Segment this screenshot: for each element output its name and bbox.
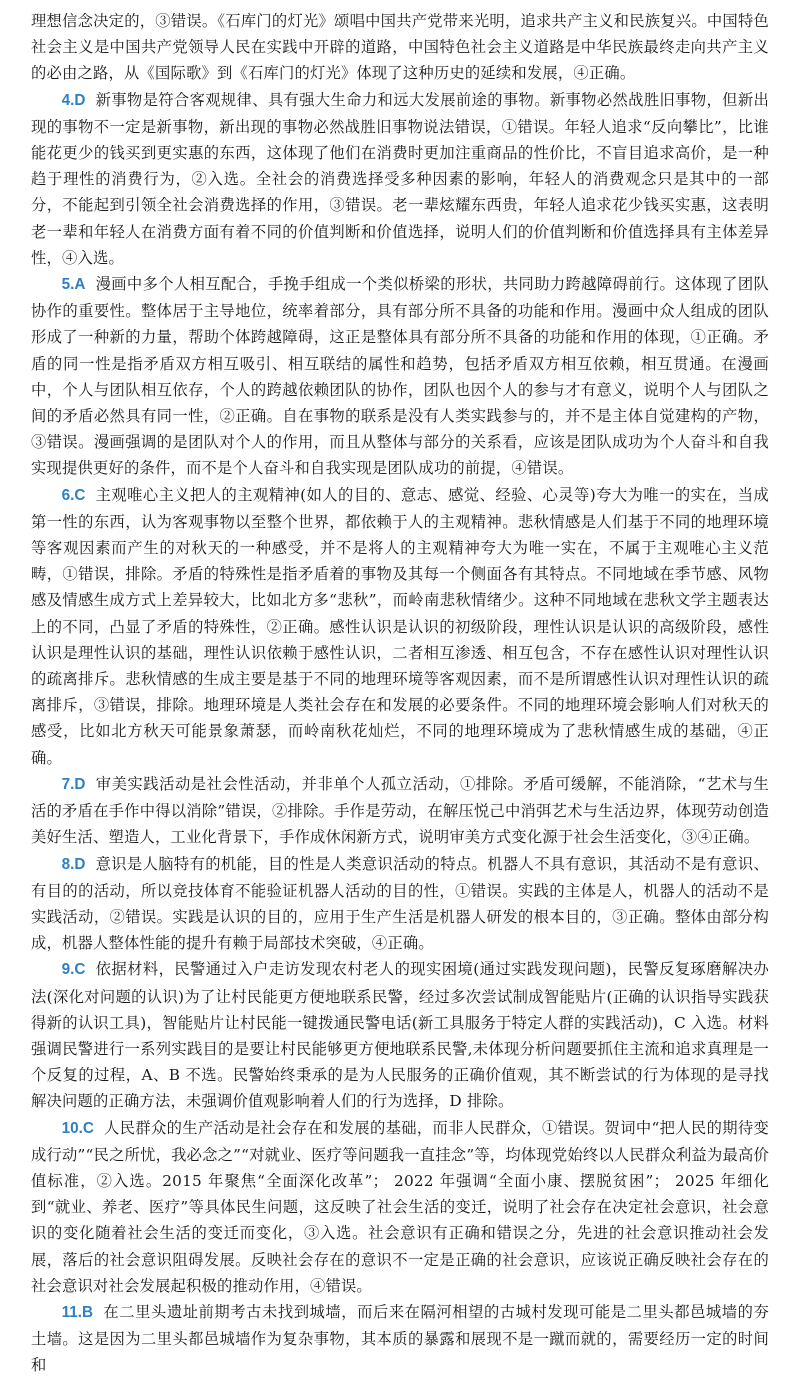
answer-item: [31, 956, 769, 1114]
answer-explanation: 主观唯心主义把人的主观精神(如人的目的、意志、感觉、经验、心灵等)夸大为唯一的实在，当成第一性的东西，认为客观事物以至整个世界，都依赖于人的主观精神。悲秋情感是人们基于不同的地理环境等客观因素而产生的对秋天的一种感受，并不是将人的主观精神夸大为唯一实在，不属于主观唯心主义范畴，①错误，排除。矛盾的特殊性是指矛盾着的事物及其每一个侧面各有其特点。不同地域在季节感、风物感及情感生成方式上差异较大，比如北方多“悲秋”，而岭南悲秋情绪少。这种不同地域在悲秋文学主题表达上的不同，凸显了矛盾的特殊性，②正确。感性认识是认识的初级阶段，理性认识是认识的高级阶段，感性认识是理性认识的基础，理性认识依赖于感性认识，二者相互渗透、相互包含，不存在感性认识对理性认识的疏离排斥。悲秋情感的生成主要是基于不同的地理环境等客观因素，而不是所谓感性认识对理性认识的疏离排斥，③错误，排除。地理环境是人类社会存在和发展的必要条件。不同的地理环境会影响人们对秋天的感受，比如北方秋天可能景象萧瑟，而岭南秋花灿烂，不同的地理环境成为了悲秋情感生成的基础，④正确。: [31, 485, 769, 767]
answer-explanation: 在二里头遗址前期考古未找到城墙，而后来在隔河相望的古城村发现可能是二里头都邑城墙的夯土墙。这是因为二里头都邑城墙作为复杂事物，其本质的暴露和展现不是一蹴而就的，需要经历一定的时间和: [31, 1302, 769, 1375]
answer-explanation: 漫画中多个人相互配合，手挽手组成一个类似桥梁的形状，共同助力跨越障碍前行。这体现了团队协作的重要性。整体居于主导地位，统率着部分，具有部分所不具备的功能和作用。漫画中众人组成的团队形成了一种新的力量，帮助个体跨越障碍，这正是整体具有部分所不具备的功能和作用的体现，①正确。矛盾的同一性是指矛盾双方相互吸引、相互联结的属性和趋势，包括矛盾双方相互依赖，相互贯通。在漫画中，个人与团队相互依存，个人的跨越依赖团队的协作，团队也因个人的参与才有意义，说明个人与团队之间的矛盾必然具有同一性，②正确。自在事物的联系是没有人类实践参与的，并不是主体自觉建构的产物，③错误。漫画强调的是团队对个人的作用，而且从整体与部分的关系看，应该是团队成功为个人奋斗和自我实现提供更好的条件，而不是个人奋斗和自我实现是团队成功的前提，④错误。: [31, 275, 769, 478]
answer-number: 9.C: [61, 961, 86, 979]
answer-explanation: 依据材料，民警通过入户走访发现农村老人的现实困境(通过实践发现问题)，民警反复琢磨解决办法(深化对问题的认识)为了让村民能更方便地联系民警，经过多次尝试制成智能贴片(正确的认识指导实践获得新的认识工具)，智能贴片让村民能一键拨通民警电话(新工具服务于特定人群的实践活动)，C 入选。材料强调民警进行一系列实践目的是要让村民能够更方便地联系民警,未体现分析问题要抓住主流和追求真理是一个反复的过程，A、B 不选。民警始终秉承的是为人民服务的正确价值观，其不断尝试的行为体现的是寻找解决问题的正确方法，未强调价值观影响着人们的行为选择，D 排除。: [31, 960, 769, 1111]
answer-number: 4.D: [61, 91, 86, 109]
answer-number: 7.D: [61, 775, 86, 793]
answer-number: 10.C: [61, 1119, 94, 1137]
answer-item: [31, 771, 769, 851]
intro-paragraph: 理想信念决定的，③错误。《石库门的灯光》颂唱中国共产党带来光明，追求共产主义和民族复兴。中国特色社会主义是中国共产党领导人民在实践中开辟的道路，中国特色社会主义道路是中华民族最终走向共产主义的必由之路，从《国际歌》到《石库门的灯光》体现了这种历史的延续和发展，④正确。: [31, 12, 769, 83]
answer-item: [31, 271, 769, 482]
answer-explanation: 新事物是符合客观规律、具有强大生命力和远大发展前途的事物。新事物必然战胜旧事物，但新出现的事物不一定是新事物，新出现的事物必然战胜旧事物说法错误，①错误。年轻人追求“反向攀比”，比谁能花更少的钱买到更实惠的东西，这体现了他们在消费时更加注重商品的性价比，不盲目追求高价，是一种趋于理性的消费行为，②入选。全社会的消费选择受多种因素的影响，年轻人的消费观念只是其中的一部分，不能起到引领全社会消费选择的作用，③错误。老一辈炫耀东西贵，年轻人追求花少钱买实惠，这表明老一辈和年轻人在消费方面有着不同的价值判断和价值选择，说明人们的价值判断和价值选择具有主体差异性，④入选。: [31, 90, 769, 267]
answer-item: [31, 1115, 769, 1299]
answer-item: [31, 87, 769, 271]
answer-number: 11.B: [61, 1303, 94, 1321]
answer-number: 8.D: [61, 855, 86, 873]
answer-item: [31, 482, 769, 771]
answer-number: 6.C: [61, 486, 86, 504]
answer-explanation: 审美实践活动是社会性活动，并非单个人孤立活动，①排除。矛盾可缓解，不能消除，“艺术与生活的矛盾在手作中得以消除”错误，②排除。手作是劳动，在解压悦己中消弭艺术与生活边界，体现劳动创造美好生活、塑造人，工业化背景下，手作成休闲新方式，说明审美方式变化源于社会生活变化，③④正确。: [31, 774, 769, 847]
answer-number: 5.A: [61, 276, 86, 294]
answer-item: [31, 1299, 769, 1379]
answer-explanation: 意识是人脑特有的机能，目的性是人类意识活动的特点。机器人不具有意识，其活动不是有意识、有目的的活动，所以竞技体育不能验证机器人活动的目的性，①错误。实践的主体是人，机器人的活动不是实践活动，②错误。实践是认识的目的，应用于生产生活是机器人研发的根本目的，③正确。整体由部分构成，机器人整体性能的提升有赖于局部技术突破，④正确。: [31, 854, 769, 953]
answer-item: [31, 851, 769, 957]
answer-explanation: 人民群众的生产活动是社会存在和发展的基础，而非人民群众，①错误。贺词中“把人民的期待变成行动”“民之所忧，我必念之”“对就业、医疗等问题我一直挂念”等，均体现党始终以人民群众利益为最高价值标准，②入选。2015 年聚焦“全面深化改革”； 2022 年强调“全面小康、摆脱贫困”； 2025 年细化到“就业、养老、医疗”等具体民生问题，这反映了社会生活的变迁，说明了社会存在决定社会意识，社会意识的变化随着社会生活的变迁而变化，③入选。社会意识有正确和错误之分，先进的社会意识推动社会发展，落后的社会意识阻碍发展。反映社会存在的意识不一定是正确的社会意识，应该说正确反映社会存在的社会意识对社会发展起积极的推动作用，④错误。: [31, 1118, 769, 1295]
